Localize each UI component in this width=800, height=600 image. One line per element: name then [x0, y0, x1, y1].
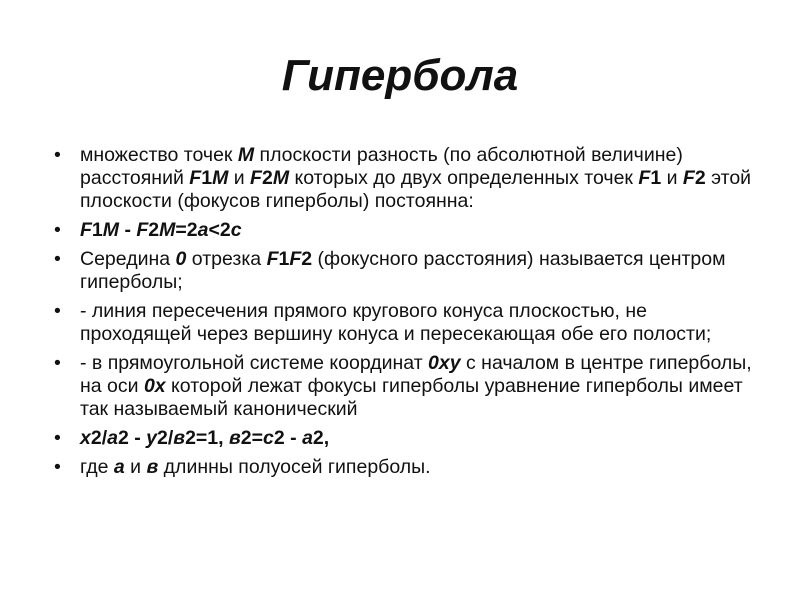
text-run: в: [146, 456, 159, 478]
text-run: 2,: [312, 427, 330, 449]
text-run: (фокусного расстояния) называется центром гиперболы;: [80, 248, 726, 293]
text-run: 2: [261, 167, 273, 189]
text-run: 2/: [90, 427, 108, 449]
bullet-text: [80, 248, 726, 293]
text-run: F: [638, 167, 651, 189]
text-run: 0xy: [428, 352, 461, 374]
text-run: Середина: [80, 248, 176, 270]
bullet-text: [80, 456, 431, 478]
text-run: <2: [208, 219, 231, 241]
text-run: 2: [301, 248, 313, 270]
text-run: M: [272, 167, 290, 189]
text-run: 1: [278, 248, 290, 270]
text-run: M: [212, 167, 229, 189]
text-run: M: [159, 219, 176, 241]
text-run: которых до двух определенных точек: [289, 167, 639, 189]
text-run: 2 -: [273, 427, 303, 449]
bullet-dot-icon: •: [54, 248, 61, 270]
text-run: где: [80, 456, 114, 478]
text-run: 2: [148, 219, 160, 241]
text-run: a: [107, 427, 118, 449]
text-run: a: [113, 456, 125, 478]
text-run: длинны полуосей гиперболы.: [158, 456, 431, 478]
text-run: и: [124, 456, 147, 478]
text-run: и: [228, 167, 251, 189]
text-run: 2: [694, 167, 706, 189]
text-run: - в прямоугольной системе координат: [80, 352, 429, 374]
bullet-dot-icon: •: [54, 144, 61, 166]
text-run: с началом в центре гиперболы, на оси: [80, 352, 752, 397]
text-run: плоскости разность (по абсолютной величине) расстояний: [80, 144, 683, 189]
bullet-item: [54, 219, 754, 242]
text-run: и: [661, 167, 683, 189]
text-run: 2=1,: [185, 427, 229, 449]
text-run: - линия пересечения прямого кругового конуса плоскостью, не проходящей через вершину конуса и пересекающая обе его полости;: [80, 300, 712, 345]
text-run: в: [229, 427, 241, 449]
text-run: F: [189, 167, 202, 189]
bullet-dot-icon: •: [54, 352, 61, 374]
text-run: a: [197, 219, 209, 241]
text-run: F: [289, 248, 302, 270]
bullet-text: [80, 427, 329, 449]
text-run: 1: [91, 219, 103, 241]
text-run: отрезка: [186, 248, 267, 270]
bullet-item: [54, 300, 754, 346]
bullet-dot-icon: •: [54, 427, 61, 449]
text-run: 0: [175, 248, 187, 270]
text-run: 2=: [240, 427, 264, 449]
bullet-list: [54, 144, 754, 485]
slide-title: Гипербола: [281, 51, 519, 100]
bullet-dot-icon: •: [54, 300, 61, 322]
bullet-item: [54, 352, 754, 421]
text-run: в: [173, 427, 186, 449]
text-run: x: [80, 427, 91, 449]
bullet-dot-icon: •: [54, 456, 61, 478]
text-run: M: [102, 219, 120, 241]
bullet-item: [54, 248, 754, 294]
text-run: -: [119, 219, 137, 241]
bullet-dot-icon: •: [54, 219, 61, 241]
text-run: F: [80, 219, 92, 241]
text-run: F: [136, 219, 149, 241]
bullet-text: [80, 144, 751, 212]
text-run: F: [682, 167, 695, 189]
text-run: этой плоскости (фокусов гиперболы) постоянна:: [80, 167, 752, 212]
bullet-item: [54, 456, 754, 479]
bullet-text: [80, 352, 752, 420]
text-run: =2: [175, 219, 198, 241]
text-run: которой лежат фокусы гиперболы уравнение гиперболы имеет так называемый канонический: [80, 375, 743, 420]
text-run: c: [230, 219, 242, 241]
text-run: 2 -: [117, 427, 147, 449]
text-run: F: [266, 248, 279, 270]
text-run: 1: [650, 167, 662, 189]
text-run: F: [250, 167, 262, 189]
bullet-item: [54, 144, 754, 213]
text-run: 0x: [143, 375, 166, 397]
text-run: 1: [201, 167, 213, 189]
text-run: c: [263, 427, 274, 449]
text-run: множество точек: [80, 144, 238, 166]
text-run: a: [302, 427, 313, 449]
text-run: y: [146, 427, 158, 449]
bullet-text: [80, 300, 711, 345]
text-run: М: [237, 144, 255, 166]
text-run: 2/: [157, 427, 174, 449]
bullet-item: [54, 427, 754, 450]
bullet-text: [80, 219, 242, 241]
